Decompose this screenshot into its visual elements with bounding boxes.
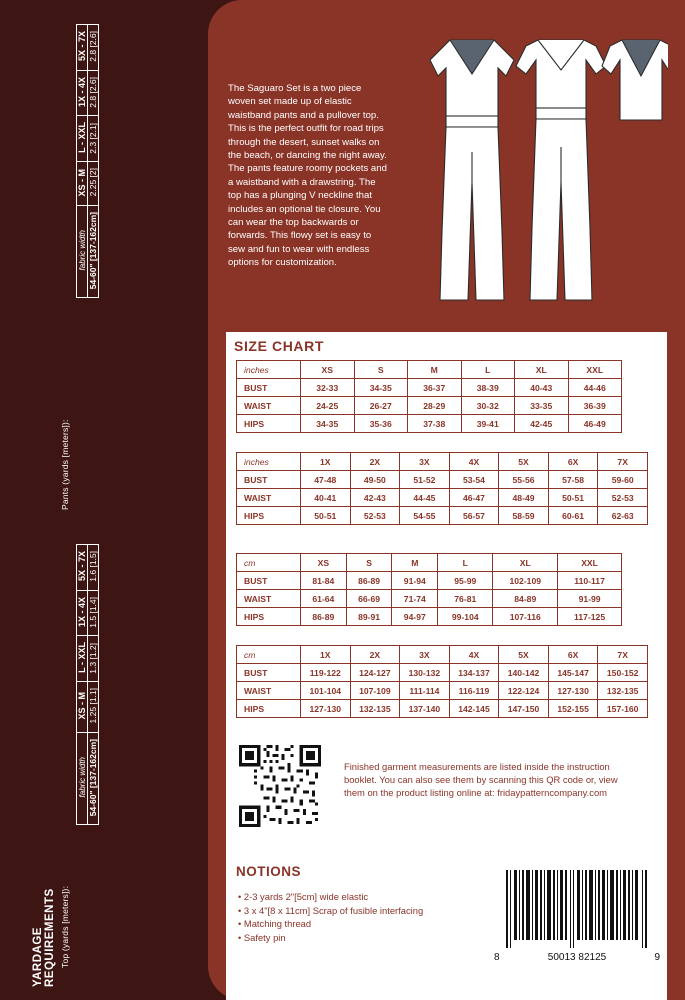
unit-label: cm: [237, 646, 301, 664]
cell: 150-152: [598, 664, 648, 682]
col-header: 7X: [598, 453, 648, 471]
cell: 134-137: [449, 664, 499, 682]
row-label: HIPS: [237, 700, 301, 718]
col-header: 2X: [350, 453, 400, 471]
cell: 58-59: [499, 507, 549, 525]
col-header: 3X: [400, 453, 450, 471]
col-header: 2X: [350, 646, 400, 664]
pants-col-5x7x: 5X - 7X: [77, 25, 88, 71]
cell: 99-104: [438, 608, 493, 626]
barcode-bars: [498, 870, 656, 948]
yardage-requirements-title: YARDAGE REQUIREMENTS: [32, 888, 56, 987]
cell: 46-47: [449, 489, 499, 507]
top-col-1x4x: 1X - 4X: [77, 590, 88, 636]
pants-col-1x4x: 1X - 4X: [77, 70, 88, 116]
list-item: • 3 x 4"[8 x 11cm] Scrap of fusible interfacing: [238, 904, 424, 916]
cell: 42-45: [515, 415, 569, 433]
cell: 33-35: [515, 397, 569, 415]
pants-col-xsm: XS - M: [77, 162, 88, 205]
cell: 62-63: [598, 507, 648, 525]
cell: 132-135: [350, 700, 400, 718]
cell: 57-58: [548, 471, 598, 489]
pants-fabric-width-label: fabric width: [77, 205, 88, 297]
list-item: • Matching thread: [238, 918, 312, 930]
col-header: M: [392, 554, 438, 572]
col-header: 6X: [548, 646, 598, 664]
table-row: [237, 471, 648, 489]
size-chart-table-inches-standard: [236, 360, 622, 433]
barcode-right-digit: 9: [654, 952, 660, 963]
cell: 102-109: [493, 572, 558, 590]
top-col-5x7x: 5X - 7X: [77, 545, 88, 591]
barcode-main-digits: 50013 82125: [547, 952, 607, 963]
cell: 55-56: [499, 471, 549, 489]
cell: 47-48: [301, 471, 351, 489]
cell: 44-45: [400, 489, 450, 507]
cell: 30-32: [461, 397, 515, 415]
top-fabric-width-label: fabric width: [77, 732, 88, 824]
cell: 52-53: [598, 489, 648, 507]
unit-label: cm: [237, 554, 301, 572]
cell: 142-145: [449, 700, 499, 718]
list-item: • Safety pin: [238, 931, 286, 943]
col-header: 6X: [548, 453, 598, 471]
col-header: S: [354, 361, 408, 379]
col-header: M: [408, 361, 462, 379]
cell: 61-64: [301, 590, 347, 608]
cell: 53-54: [449, 471, 499, 489]
col-header: L: [438, 554, 493, 572]
cell: 84-89: [493, 590, 558, 608]
cell: 46-49: [568, 415, 622, 433]
size-chart-title: SIZE CHART: [234, 338, 324, 354]
row-label: WAIST: [237, 590, 301, 608]
cell: 119-122: [301, 664, 351, 682]
cell: 130-132: [400, 664, 450, 682]
col-header: 1X: [301, 453, 351, 471]
unit-label: inches: [237, 361, 301, 379]
row-label: WAIST: [237, 397, 301, 415]
top-val-1x4x: 1.5 [1.4]: [88, 590, 99, 636]
size-chart-table-inches-plus: [236, 452, 648, 525]
cell: 124-127: [350, 664, 400, 682]
cell: 28-29: [408, 397, 462, 415]
col-header: 1X: [301, 646, 351, 664]
size-chart-table-cm-plus: [236, 645, 648, 718]
cell: 107-116: [493, 608, 558, 626]
cell: 52-53: [350, 507, 400, 525]
top-yardage-label: Top (yards [meters]):: [60, 885, 70, 968]
top-col-lxxl: L - XXL: [77, 636, 88, 682]
col-header: XL: [515, 361, 569, 379]
cell: 95-99: [438, 572, 493, 590]
cell: 152-155: [548, 700, 598, 718]
cell: 91-99: [558, 590, 622, 608]
pants-val-lxxl: 2.3 [2.1]: [88, 116, 99, 162]
table-row: [237, 608, 622, 626]
col-header: 3X: [400, 646, 450, 664]
cell: 110-117: [558, 572, 622, 590]
cell: 40-41: [301, 489, 351, 507]
cell: 132-135: [598, 682, 648, 700]
cell: 49-50: [350, 471, 400, 489]
cell: 26-27: [354, 397, 408, 415]
row-label: BUST: [237, 471, 301, 489]
left-dark-panel: [0, 0, 208, 1000]
row-label: HIPS: [237, 507, 301, 525]
table-row: [237, 572, 622, 590]
table-row: [237, 489, 648, 507]
cell: 107-109: [350, 682, 400, 700]
cell: 76-81: [438, 590, 493, 608]
cell: 117-125: [558, 608, 622, 626]
pants-yardage-table: [76, 24, 99, 298]
top-yardage-table: [76, 544, 99, 825]
cell: 127-130: [548, 682, 598, 700]
col-header: XXL: [558, 554, 622, 572]
col-header: 4X: [449, 646, 499, 664]
cell: 34-35: [354, 379, 408, 397]
cell: 111-114: [400, 682, 450, 700]
cell: 89-91: [346, 608, 392, 626]
pants-val-1x4x: 2.8 [2.6]: [88, 70, 99, 116]
table-row: [237, 507, 648, 525]
qr-instruction-note: Finished garment measurements are listed inside the instruction booklet. You can also see them by scanning this QR code or, view them on the product listing online at: fridaypatterncompany.com: [344, 761, 618, 798]
cell: 86-89: [346, 572, 392, 590]
cell: 24-25: [301, 397, 355, 415]
cell: 48-49: [499, 489, 549, 507]
cell: 122-124: [499, 682, 549, 700]
cell: 50-51: [548, 489, 598, 507]
cell: 36-37: [408, 379, 462, 397]
pants-col-lxxl: L - XXL: [77, 116, 88, 162]
table-row: [237, 590, 622, 608]
cell: 94-97: [392, 608, 438, 626]
table-row: [237, 682, 648, 700]
cell: 86-89: [301, 608, 347, 626]
table-row: [237, 397, 622, 415]
cell: 71-74: [392, 590, 438, 608]
cell: 35-36: [354, 415, 408, 433]
cell: 50-51: [301, 507, 351, 525]
cell: 60-61: [548, 507, 598, 525]
unit-label: inches: [237, 453, 301, 471]
pants-fabric-width-value: 54-60" [137-162cm]: [88, 205, 99, 297]
cell: 66-69: [346, 590, 392, 608]
table-row: [237, 379, 622, 397]
barcode-digits: [494, 952, 660, 963]
garment-illustrations: [418, 28, 668, 313]
table-row: [237, 415, 622, 433]
col-header: 4X: [449, 453, 499, 471]
cell: 140-142: [499, 664, 549, 682]
table-row: [237, 664, 648, 682]
cell: 56-57: [449, 507, 499, 525]
col-header: 7X: [598, 646, 648, 664]
cell: 81-84: [301, 572, 347, 590]
list-item: • 2-3 yards 2"[5cm] wide elastic: [238, 891, 369, 902]
size-chart-table-cm-standard: [236, 553, 622, 626]
row-label: WAIST: [237, 489, 301, 507]
row-label: HIPS: [237, 608, 301, 626]
col-header: S: [346, 554, 392, 572]
col-header: 5X: [499, 453, 549, 471]
pants-val-xsm: 2.25 [2]: [88, 162, 99, 205]
col-header: XXL: [568, 361, 622, 379]
col-header: XS: [301, 361, 355, 379]
cell: 37-38: [408, 415, 462, 433]
cell: 91-94: [392, 572, 438, 590]
cell: 42-43: [350, 489, 400, 507]
qr-code[interactable]: [236, 742, 324, 830]
cell: 101-104: [301, 682, 351, 700]
col-header: L: [461, 361, 515, 379]
top-val-xsm: 1.25 [1.1]: [88, 682, 99, 732]
col-header: 5X: [499, 646, 549, 664]
col-header: XL: [493, 554, 558, 572]
cell: 137-140: [400, 700, 450, 718]
row-label: BUST: [237, 379, 301, 397]
cell: 127-130: [301, 700, 351, 718]
top-col-xsm: XS - M: [77, 682, 88, 732]
notions-list: [238, 890, 508, 944]
cell: 39-41: [461, 415, 515, 433]
row-label: WAIST: [237, 682, 301, 700]
cell: 40-43: [515, 379, 569, 397]
cell: 32-33: [301, 379, 355, 397]
cell: 157-160: [598, 700, 648, 718]
cell: 34-35: [301, 415, 355, 433]
cell: 116-119: [449, 682, 499, 700]
pants-val-5x7x: 2.8 [2.6]: [88, 25, 99, 71]
cell: 54-55: [400, 507, 450, 525]
top-val-lxxl: 1.3 [1.2]: [88, 636, 99, 682]
cell: 59-60: [598, 471, 648, 489]
row-label: BUST: [237, 572, 301, 590]
pants-yardage-label: Pants (yards [meters]):: [60, 419, 70, 510]
cell: 36-39: [568, 397, 622, 415]
cell: 44-46: [568, 379, 622, 397]
top-val-5x7x: 1.6 [1.5]: [88, 545, 99, 591]
product-description: The Saguaro Set is a two piece woven set made up of elastic waistband pants and a pullover top. This is the perfect outfit for road trips through the desert, sunset walks on the beach, or dancing the night away. The pants feature roomy pockets and a waistband with a drawstring. The top has a plunging V neckline that includes an optional tie closure. You can wear the top backwards or forwards. This flowy set is easy to sew and fun to wear with endless options for customization.: [228, 83, 387, 269]
cell: 145-147: [548, 664, 598, 682]
table-row: [237, 700, 648, 718]
cell: 51-52: [400, 471, 450, 489]
top-fabric-width-value: 54-60" [137-162cm]: [88, 732, 99, 824]
cell: 38-39: [461, 379, 515, 397]
row-label: HIPS: [237, 415, 301, 433]
barcode-left-digit: 8: [494, 952, 500, 963]
notions-title: NOTIONS: [236, 864, 302, 879]
row-label: BUST: [237, 664, 301, 682]
col-header: XS: [301, 554, 347, 572]
cell: 147-150: [499, 700, 549, 718]
